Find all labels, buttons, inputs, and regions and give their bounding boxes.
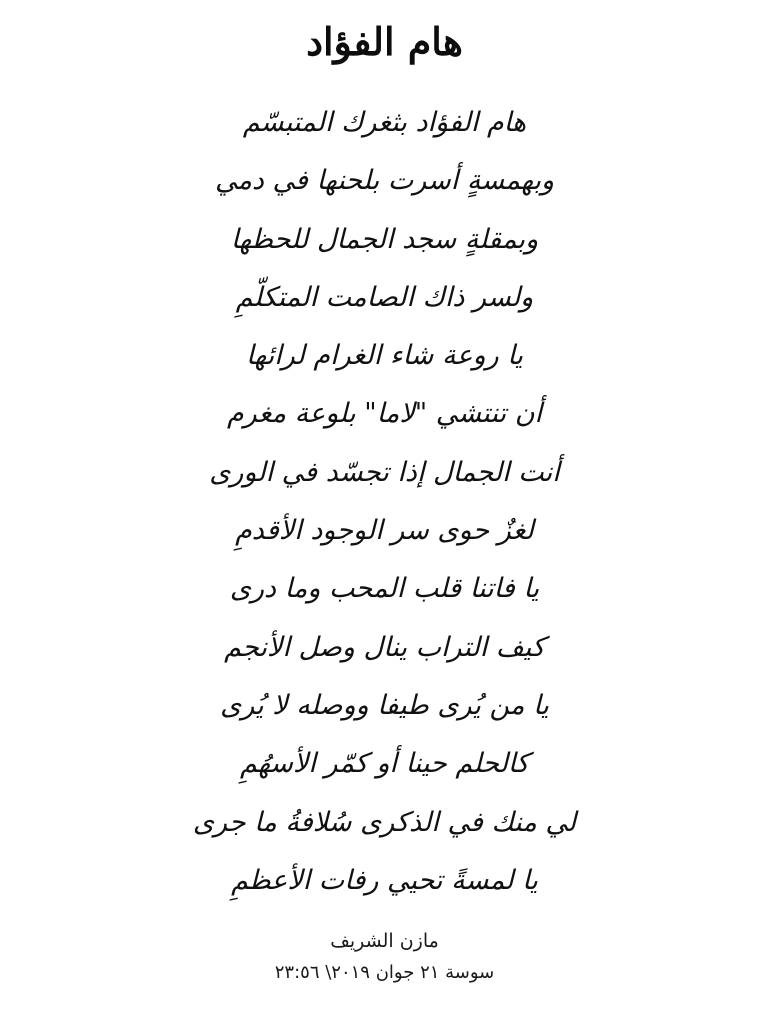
poem-verses <box>0 94 769 910</box>
verse-line: يا فاتنا قلب المحب وما درى <box>229 573 540 605</box>
verse-line: كالحلم حينا أو كمّر الأسهُمِ <box>239 748 530 780</box>
poem-title: هام الفؤاد <box>306 19 463 64</box>
poem-dateline: سوسة ٢١ جوان ٢٠١٩\ ٢٣:٥٦ <box>274 962 495 983</box>
verse-line: لغزٌ حوى سر الوجود الأقدمِ <box>235 515 534 547</box>
verse-line: وبهمسةٍ أسرت بلحنها في دمي <box>214 165 555 197</box>
verse-line: يا لمسةً تحيي رفات الأعظمِ <box>231 864 538 896</box>
verse-line: يا من يُرى طيفا ووصله لا يُرى <box>220 689 549 721</box>
poem-author: مازن الشريف <box>330 930 439 952</box>
verse-line: ولسر ذاك الصامت المتكلّمِ <box>235 281 534 313</box>
verse-line: أنت الجمال إذا تجسّد في الورى <box>209 456 560 488</box>
verse-line: أن تنتشي "لاما" بلوعة مغرم <box>226 398 543 430</box>
verse-line: يا روعة شاء الغرام لرائها <box>246 340 523 372</box>
verse-line: هام الفؤاد بثغرك المتبسّم <box>242 107 527 138</box>
verse-line: لي منك في الذكرى سُلافةُ ما جرى <box>192 806 577 838</box>
verse-line: وبمقلةٍ سجد الجمال للحظها <box>230 223 539 255</box>
verse-line: كيف التراب ينال وصل الأنجم <box>224 631 545 663</box>
